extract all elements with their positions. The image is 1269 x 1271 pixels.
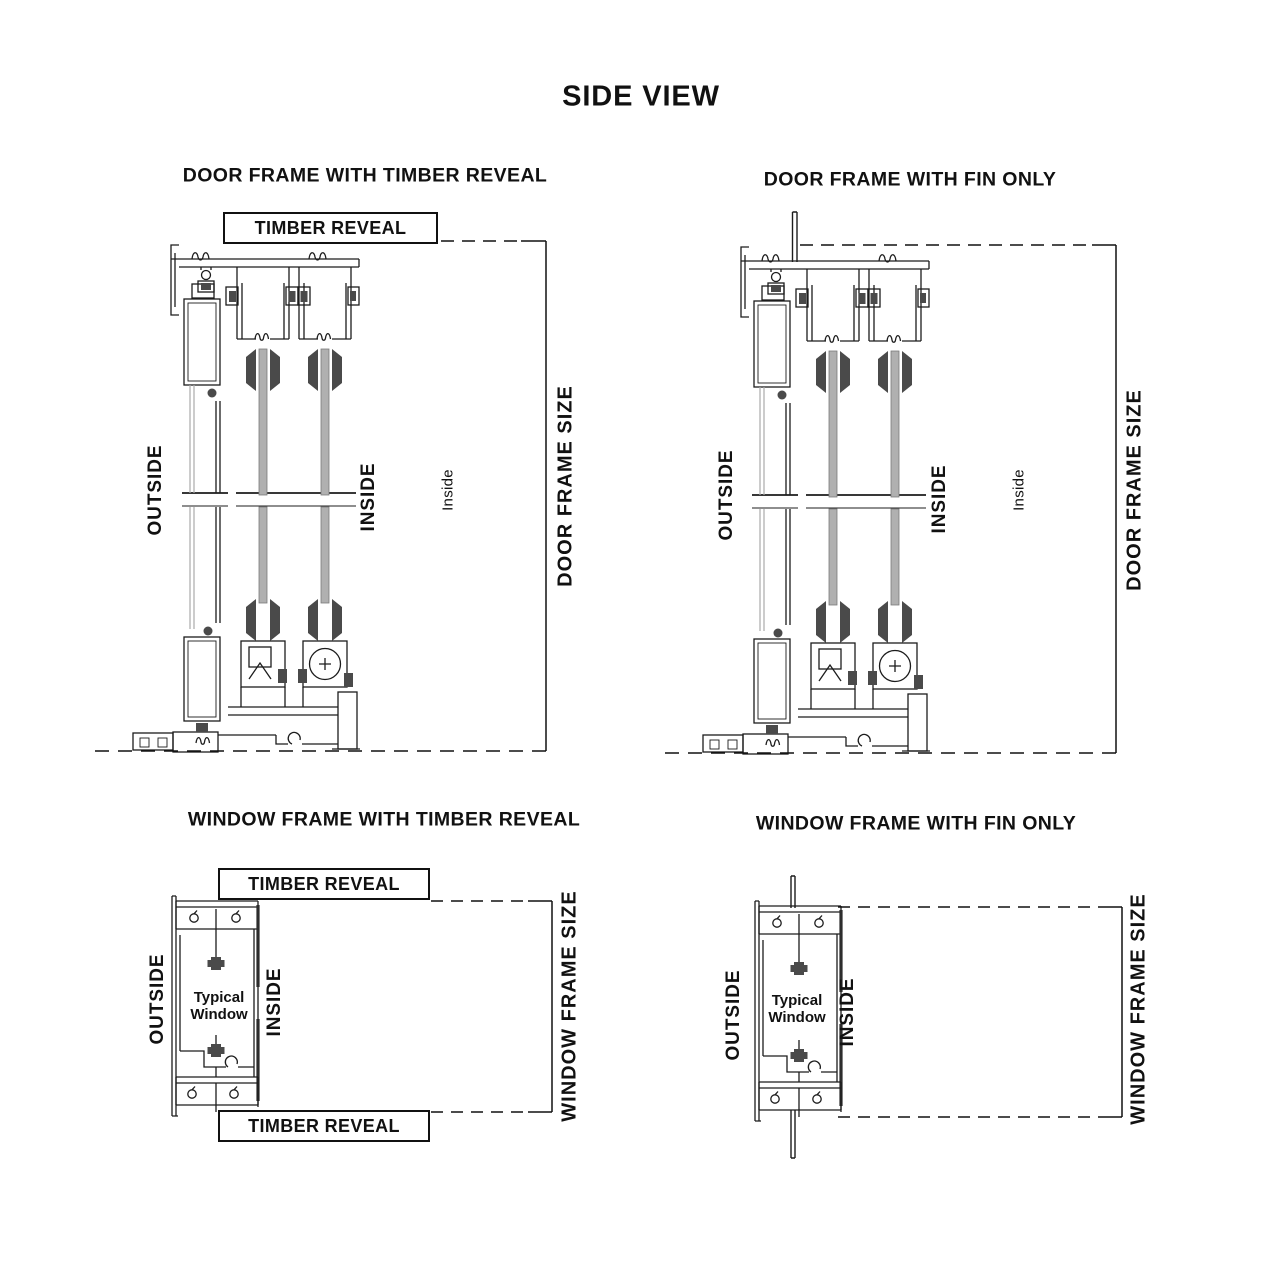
nail-fin — [793, 212, 798, 262]
outside-label-window-timber: OUTSIDE — [147, 953, 168, 1045]
window-frame-size-dimension — [838, 907, 1122, 1117]
window-frame-size-label-right: WINDOW FRAME SIZE — [1127, 893, 1150, 1125]
window-frame-size-label-left: WINDOW FRAME SIZE — [558, 890, 581, 1122]
nail-fin-bottom — [791, 1110, 795, 1158]
door-frame-size-label-right: DOOR FRAME SIZE — [1123, 389, 1146, 591]
inside-label-door-fin: INSIDE — [929, 464, 950, 534]
inside-note-door-fin: Inside — [1010, 469, 1028, 511]
typical-window-note-right: Typical Window — [768, 991, 826, 1026]
page-title: SIDE VIEW — [562, 80, 720, 113]
inside-note-door-timber: Inside — [439, 469, 457, 511]
nail-fin-top — [791, 876, 795, 908]
panel-title-door-fin: DOOR FRAME WITH FIN ONLY — [763, 168, 1057, 191]
panel-title-window-fin: WINDOW FRAME WITH FIN ONLY — [755, 812, 1077, 835]
outside-label-window-fin: OUTSIDE — [723, 969, 744, 1061]
timber-reveal-box-window-bottom: TIMBER REVEAL — [218, 1110, 430, 1142]
outside-label-door-timber: OUTSIDE — [145, 444, 166, 536]
inside-label-window-fin: INSIDE — [837, 977, 858, 1047]
inside-label-window-timber: INSIDE — [264, 967, 285, 1037]
inside-label-door-timber: INSIDE — [358, 462, 379, 532]
outside-label-door-fin: OUTSIDE — [716, 449, 737, 541]
timber-reveal-box-door: TIMBER REVEAL — [223, 212, 438, 244]
timber-reveal-box-window-top: TIMBER REVEAL — [218, 868, 430, 900]
panel-title-door-timber: DOOR FRAME WITH TIMBER REVEAL — [182, 164, 548, 187]
door-frame-size-label-left: DOOR FRAME SIZE — [554, 385, 577, 587]
window-frame-size-dimension — [431, 901, 552, 1112]
panel-title-window-timber: WINDOW FRAME WITH TIMBER REVEAL — [187, 808, 581, 831]
typical-window-note-left: Typical Window — [190, 988, 248, 1023]
